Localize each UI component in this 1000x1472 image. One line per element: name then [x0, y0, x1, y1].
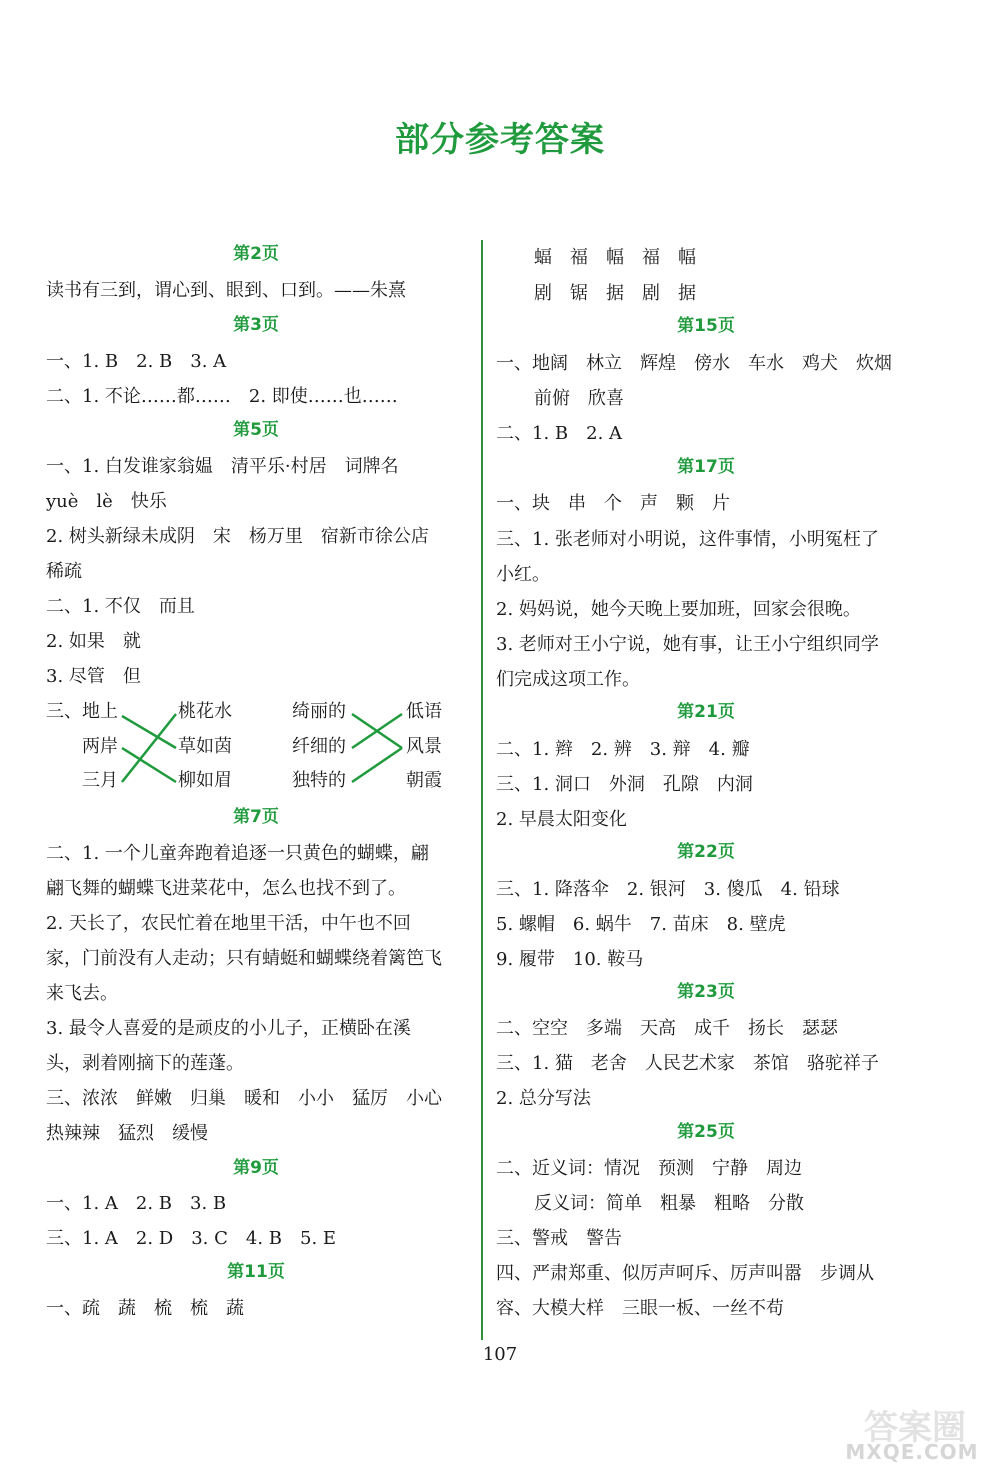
answer-line: 3. 最令人喜爱的是顽皮的小儿子，正横卧在溪 [46, 1018, 411, 1039]
answer-line: 三、浓浓 鲜嫩 归巢 暖和 小小 猛厉 小心 [46, 1088, 442, 1109]
match-right-item: 桃花水 [178, 701, 232, 722]
answer-line: 一、1. 白发谁家翁媪 清平乐·村居 词牌名 [46, 456, 399, 477]
section-heading-p11: 第11页 [227, 1262, 285, 1282]
watermark-site: MXQE.COM [845, 1440, 979, 1464]
match-right-item: 朝霞 [406, 770, 442, 791]
match-line [122, 714, 176, 782]
match-right-item: 柳如眉 [178, 770, 232, 791]
section-heading-p9: 第9页 [233, 1158, 279, 1178]
answer-line: 二、1. B 2. A [496, 423, 623, 444]
answer-line: 一、1. A 2. B 3. B [46, 1193, 227, 1214]
answer-line: 前俯 欣喜 [534, 388, 624, 409]
match-left-item: 地上 [82, 701, 118, 722]
answer-line: 剧 锯 据 剧 据 [534, 283, 696, 304]
match-prefix: 三、 [46, 701, 82, 722]
answer-line: 头，剥着刚摘下的莲蓬。 [46, 1053, 244, 1074]
answer-line: 二、近义词：情况 预测 宁静 周边 [496, 1158, 802, 1179]
answer-line: 三、警戒 警告 [496, 1228, 622, 1249]
answer-line: 一、疏 蔬 梳 梳 蔬 [46, 1298, 244, 1319]
answer-line: 三、1. 洞口 外洞 孔隙 内洞 [496, 774, 753, 795]
answer-line: 三、1. 降落伞 2. 银河 3. 傻瓜 4. 铅球 [496, 879, 840, 900]
match-right-item: 低语 [406, 701, 442, 722]
section-heading-p7: 第7页 [233, 807, 279, 827]
answer-line: 9. 履带 10. 鞍马 [496, 949, 644, 970]
answer-line: 2. 妈妈说，她今天晚上要加班，回家会很晚。 [496, 599, 861, 620]
answer-line: 2. 天长了，农民忙着在地里干活，中午也不回 [46, 913, 411, 934]
answer-line: 2. 树头新绿未成阴 宋 杨万里 宿新市徐公店 [46, 526, 429, 547]
answer-line: 一、地阔 林立 辉煌 傍水 车水 鸡犬 炊烟 [496, 353, 892, 374]
match-connector-lines [46, 700, 466, 800]
section-heading-p21: 第21页 [677, 702, 735, 722]
answer-line: 容、大模大样 三眼一板、一丝不苟 [496, 1298, 784, 1319]
answer-line: 二、1. 不论……都…… 2. 即使……也…… [46, 386, 398, 407]
answer-line: 一、块 串 个 声 颗 片 [496, 493, 730, 514]
answer-line: 一、1. B 2. B 3. A [46, 351, 227, 372]
answer-line: 二、1. 辫 2. 辨 3. 辩 4. 瓣 [496, 739, 750, 760]
answer-line: 三、1. A 2. D 3. C 4. B 5. E [46, 1228, 337, 1249]
section-heading-p17: 第17页 [677, 457, 735, 477]
answer-line: 5. 螺帽 6. 蜗牛 7. 苗床 8. 壁虎 [496, 914, 786, 935]
answer-line: 二、1. 一个儿童奔跑着追逐一只黄色的蝴蝶，翩 [46, 843, 429, 864]
answer-line: 稀疏 [46, 561, 82, 582]
answer-line: 家，门前没有人走动；只有蜻蜓和蝴蝶绕着篱笆飞 [46, 948, 442, 969]
answer-line: 三、1. 张老师对小明说，这件事情，小明冤枉了 [496, 529, 879, 550]
watermark [832, 1400, 992, 1462]
section-heading-p22: 第22页 [677, 842, 735, 862]
section-heading-p3: 第3页 [233, 315, 279, 335]
page-title: 部分参考答案 [395, 120, 605, 160]
answer-line: 二、1. 不仅 而且 [46, 596, 195, 617]
answer-line: 2. 总分写法 [496, 1088, 591, 1109]
answer-line: 热辣辣 猛烈 缓慢 [46, 1123, 208, 1144]
answer-line: 读书有三到，谓心到、眼到、口到。——朱熹 [46, 280, 406, 301]
answer-line: 来飞去。 [46, 983, 118, 1004]
watermark-logo: 答案圈 [864, 1408, 966, 1448]
answer-line: 蝠 福 幅 福 幅 [534, 247, 696, 268]
answer-line: yuè lè 快乐 [46, 491, 167, 512]
answer-line: 3. 尽管 但 [46, 666, 141, 687]
section-heading-p5: 第5页 [233, 420, 279, 440]
answer-line: 3. 老师对王小宁说，她有事，让王小宁组织同学 [496, 634, 879, 655]
match-line [352, 748, 402, 782]
match-left-item: 独特的 [292, 770, 346, 791]
section-heading-p25: 第25页 [677, 1122, 735, 1142]
match-left-item: 绮丽的 [292, 701, 346, 722]
section-heading-p15: 第15页 [677, 316, 735, 336]
answer-line: 们完成这项工作。 [496, 669, 640, 690]
match-right-item: 草如茵 [178, 736, 232, 757]
match-right-item: 风景 [406, 736, 442, 757]
match-left-item: 三月 [82, 770, 118, 791]
column-divider [481, 240, 483, 1340]
answer-line: 小红。 [496, 564, 550, 585]
section-heading-p23: 第23页 [677, 982, 735, 1002]
section-heading-p2: 第2页 [233, 244, 279, 264]
answer-line: 三、1. 猫 老舍 人民艺术家 茶馆 骆驼祥子 [496, 1053, 879, 1074]
match-left-item: 纤细的 [292, 736, 346, 757]
answer-line: 二、空空 多端 天高 成千 扬长 瑟瑟 [496, 1018, 838, 1039]
match-line [122, 716, 176, 748]
answer-line: 四、严肃郑重、似厉声呵斥、厉声叫嚣 步调从 [496, 1263, 874, 1284]
match-line [122, 748, 176, 782]
answer-line: 翩飞舞的蝴蝶飞进菜花中，怎么也找不到了。 [46, 878, 406, 899]
answer-line: 2. 早晨太阳变化 [496, 809, 627, 830]
answer-line: 2. 如果 就 [46, 631, 141, 652]
page-number: 107 [482, 1344, 518, 1365]
match-left-item: 两岸 [82, 736, 118, 757]
answer-line: 反义词：简单 粗暴 粗略 分散 [534, 1193, 804, 1214]
